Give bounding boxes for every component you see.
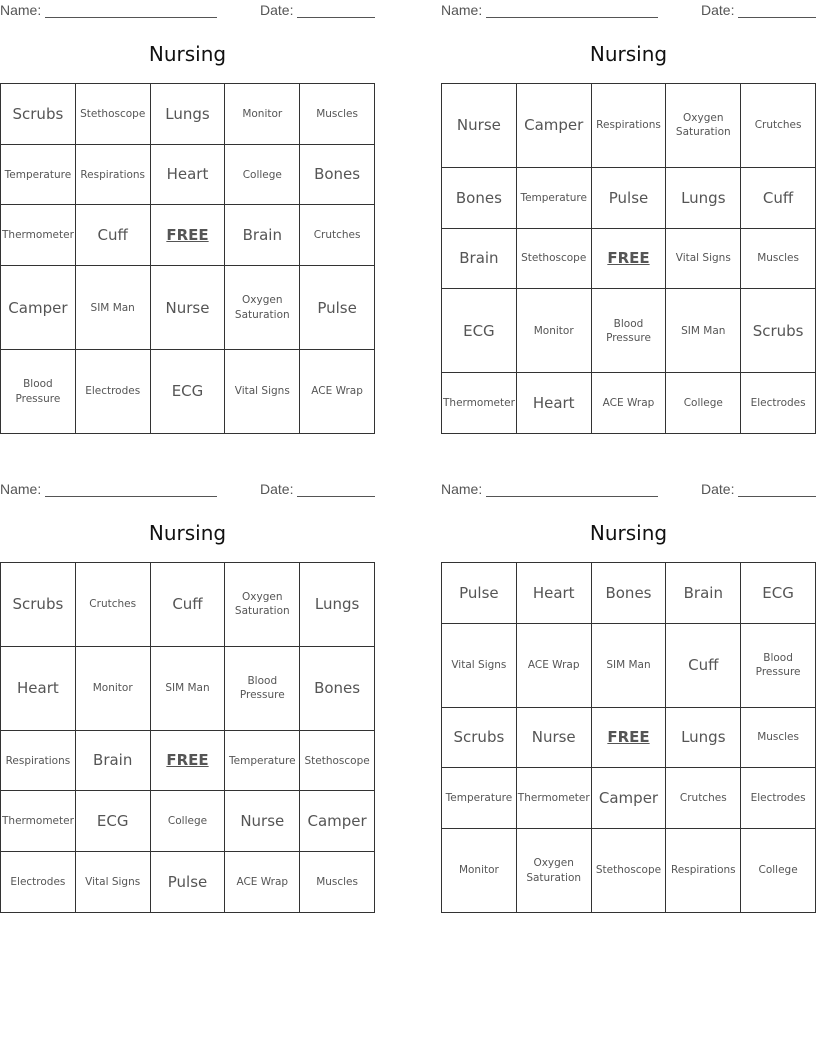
bingo-cell[interactable]: Stethoscope	[75, 84, 150, 145]
name-label: Name:	[0, 481, 42, 497]
bingo-cell[interactable]: Cuff	[75, 205, 150, 266]
bingo-cell[interactable]: Nurse	[442, 84, 517, 168]
bingo-cell[interactable]: Monitor	[516, 289, 591, 373]
name-label: Name:	[0, 2, 42, 18]
bingo-cell[interactable]: Lungs	[666, 167, 741, 228]
name-date-header	[441, 481, 816, 499]
free-space-cell[interactable]: FREE	[591, 707, 666, 768]
bingo-cell[interactable]: Muscles	[741, 228, 816, 289]
bingo-cell[interactable]: Thermometer	[516, 768, 591, 829]
bingo-cell[interactable]: Blood Pressure	[741, 623, 816, 707]
date-field-line[interactable]	[297, 496, 375, 497]
bingo-cell[interactable]: Oxygen Saturation	[225, 563, 300, 647]
bingo-cell[interactable]: ECG	[75, 791, 150, 852]
bingo-cell[interactable]: Pulse	[442, 563, 517, 624]
bingo-cell[interactable]: Stethoscope	[591, 829, 666, 913]
bingo-cell[interactable]: Temperature	[442, 768, 517, 829]
name-date-header	[0, 2, 375, 20]
name-date-header	[0, 481, 375, 499]
bingo-cell[interactable]: SIM Man	[75, 266, 150, 350]
grid-row	[1, 791, 375, 852]
date-label: Date:	[260, 2, 294, 18]
bingo-cell[interactable]: Vital Signs	[75, 852, 150, 913]
date-field-line[interactable]	[738, 17, 816, 18]
bingo-grid	[441, 83, 816, 434]
free-space-cell[interactable]: FREE	[150, 205, 225, 266]
bingo-cell[interactable]: Crutches	[300, 205, 375, 266]
bingo-cell[interactable]: Vital Signs	[442, 623, 517, 707]
bingo-cell[interactable]: Nurse	[225, 791, 300, 852]
card-title: Nursing	[148, 521, 227, 545]
bingo-grid	[0, 83, 375, 434]
bingo-cell[interactable]: Blood Pressure	[225, 646, 300, 730]
bingo-cell[interactable]: Thermometer	[1, 791, 76, 852]
bingo-cell[interactable]: Bones	[591, 563, 666, 624]
bingo-grid	[0, 562, 375, 913]
bingo-cell[interactable]: Crutches	[741, 84, 816, 168]
bingo-cell[interactable]: Lungs	[300, 563, 375, 647]
bingo-cell[interactable]: Electrodes	[1, 852, 76, 913]
name-field-line[interactable]	[45, 496, 217, 497]
grid-row	[1, 730, 375, 791]
date-label: Date:	[701, 481, 735, 497]
bingo-cell[interactable]: Lungs	[150, 84, 225, 145]
bingo-cell[interactable]: Temperature	[225, 730, 300, 791]
bingo-cell[interactable]: Brain	[75, 730, 150, 791]
grid-row	[442, 167, 816, 228]
name-field-line[interactable]	[486, 17, 658, 18]
grid-row	[442, 84, 816, 168]
bingo-cell[interactable]: College	[666, 373, 741, 434]
bingo-cell[interactable]: Lungs	[666, 707, 741, 768]
bingo-cell[interactable]: Heart	[1, 646, 76, 730]
bingo-cell[interactable]: Oxygen Saturation	[666, 84, 741, 168]
bingo-cell[interactable]: Scrubs	[442, 707, 517, 768]
bingo-cell[interactable]: Blood Pressure	[1, 350, 76, 434]
bingo-cell[interactable]: ECG	[150, 350, 225, 434]
bingo-cell[interactable]: Stethoscope	[516, 228, 591, 289]
bingo-cell[interactable]: College	[741, 829, 816, 913]
bingo-cell[interactable]: Cuff	[666, 623, 741, 707]
grid-row	[442, 623, 816, 707]
bingo-cell[interactable]: Oxygen Saturation	[516, 829, 591, 913]
grid-row	[1, 646, 375, 730]
bingo-cell[interactable]: Blood Pressure	[591, 289, 666, 373]
bingo-cell[interactable]: Respirations	[1, 730, 76, 791]
bingo-cell[interactable]: Brain	[225, 205, 300, 266]
grid-row	[442, 373, 816, 434]
bingo-cell[interactable]: Heart	[516, 563, 591, 624]
bingo-cell[interactable]: Monitor	[75, 646, 150, 730]
bingo-cell[interactable]: Pulse	[591, 167, 666, 228]
bingo-cell[interactable]: Stethoscope	[300, 730, 375, 791]
bingo-cell[interactable]: Pulse	[150, 852, 225, 913]
bingo-cell[interactable]: Scrubs	[1, 563, 76, 647]
bingo-cell[interactable]: ECG	[442, 289, 517, 373]
bingo-cell[interactable]: Thermometer	[1, 205, 76, 266]
bingo-cell[interactable]: SIM Man	[150, 646, 225, 730]
bingo-cell[interactable]: Brain	[442, 228, 517, 289]
grid-row	[442, 707, 816, 768]
bingo-cell[interactable]: Camper	[1, 266, 76, 350]
free-space-cell[interactable]: FREE	[150, 730, 225, 791]
bingo-cell[interactable]: Thermometer	[442, 373, 517, 434]
date-field-line[interactable]	[297, 17, 375, 18]
grid-row	[442, 289, 816, 373]
bingo-cell[interactable]: Electrodes	[741, 373, 816, 434]
bingo-cell[interactable]: Vital Signs	[666, 228, 741, 289]
bingo-cell[interactable]: Electrodes	[75, 350, 150, 434]
bingo-cell[interactable]: Muscles	[300, 84, 375, 145]
grid-row	[442, 228, 816, 289]
bingo-cell[interactable]: Camper	[591, 768, 666, 829]
bingo-cell[interactable]: Scrubs	[741, 289, 816, 373]
bingo-cell[interactable]: Heart	[516, 373, 591, 434]
bingo-cell[interactable]: Monitor	[225, 84, 300, 145]
date-field-line[interactable]	[738, 496, 816, 497]
bingo-cell[interactable]: Respirations	[75, 144, 150, 205]
bingo-cell[interactable]: Oxygen Saturation	[225, 266, 300, 350]
grid-row	[442, 829, 816, 913]
bingo-cell[interactable]: Nurse	[150, 266, 225, 350]
grid-row	[1, 84, 375, 145]
bingo-cell[interactable]: Temperature	[1, 144, 76, 205]
grid-row	[1, 852, 375, 913]
bingo-cell[interactable]: Scrubs	[1, 84, 76, 145]
bingo-cell[interactable]: Monitor	[442, 829, 517, 913]
bingo-cell[interactable]: ACE Wrap	[591, 373, 666, 434]
bingo-cell[interactable]: ACE Wrap	[225, 852, 300, 913]
card-title: Nursing	[148, 42, 227, 66]
grid-row	[1, 350, 375, 434]
bingo-cell[interactable]: Heart	[150, 144, 225, 205]
bingo-cell[interactable]: Muscles	[300, 852, 375, 913]
bingo-cell[interactable]: College	[225, 144, 300, 205]
bingo-cell[interactable]: Vital Signs	[225, 350, 300, 434]
grid-row	[1, 563, 375, 647]
grid-row	[1, 144, 375, 205]
name-label: Name:	[441, 2, 483, 18]
name-label: Name:	[441, 481, 483, 497]
grid-row	[442, 768, 816, 829]
grid-row	[1, 205, 375, 266]
card-title: Nursing	[589, 42, 668, 66]
bingo-cell[interactable]: Cuff	[741, 167, 816, 228]
bingo-cell[interactable]: SIM Man	[666, 289, 741, 373]
bingo-cell[interactable]: Cuff	[150, 563, 225, 647]
grid-row	[1, 266, 375, 350]
date-label: Date:	[260, 481, 294, 497]
name-date-header	[441, 2, 816, 20]
bingo-cell[interactable]: ECG	[741, 563, 816, 624]
bingo-cell[interactable]: SIM Man	[591, 623, 666, 707]
card-title: Nursing	[589, 521, 668, 545]
bingo-cell[interactable]: Temperature	[516, 167, 591, 228]
date-label: Date:	[701, 2, 735, 18]
bingo-cell[interactable]: Respirations	[666, 829, 741, 913]
bingo-cell[interactable]: Pulse	[300, 266, 375, 350]
bingo-cell[interactable]: College	[150, 791, 225, 852]
bingo-cell[interactable]: Crutches	[75, 563, 150, 647]
bingo-cell[interactable]: Crutches	[666, 768, 741, 829]
bingo-cell[interactable]: Bones	[300, 646, 375, 730]
name-field-line[interactable]	[486, 496, 658, 497]
bingo-cell[interactable]: Brain	[666, 563, 741, 624]
bingo-cell[interactable]: Muscles	[741, 707, 816, 768]
bingo-cell[interactable]: Bones	[442, 167, 517, 228]
bingo-cell[interactable]: Camper	[300, 791, 375, 852]
bingo-cell[interactable]: ACE Wrap	[300, 350, 375, 434]
grid-row	[442, 563, 816, 624]
bingo-cell[interactable]: Nurse	[516, 707, 591, 768]
name-field-line[interactable]	[45, 17, 217, 18]
free-space-cell[interactable]: FREE	[591, 228, 666, 289]
bingo-cell[interactable]: Electrodes	[741, 768, 816, 829]
bingo-cell[interactable]: Bones	[300, 144, 375, 205]
bingo-cell[interactable]: Respirations	[591, 84, 666, 168]
bingo-grid	[441, 562, 816, 913]
bingo-cell[interactable]: ACE Wrap	[516, 623, 591, 707]
bingo-cell[interactable]: Camper	[516, 84, 591, 168]
